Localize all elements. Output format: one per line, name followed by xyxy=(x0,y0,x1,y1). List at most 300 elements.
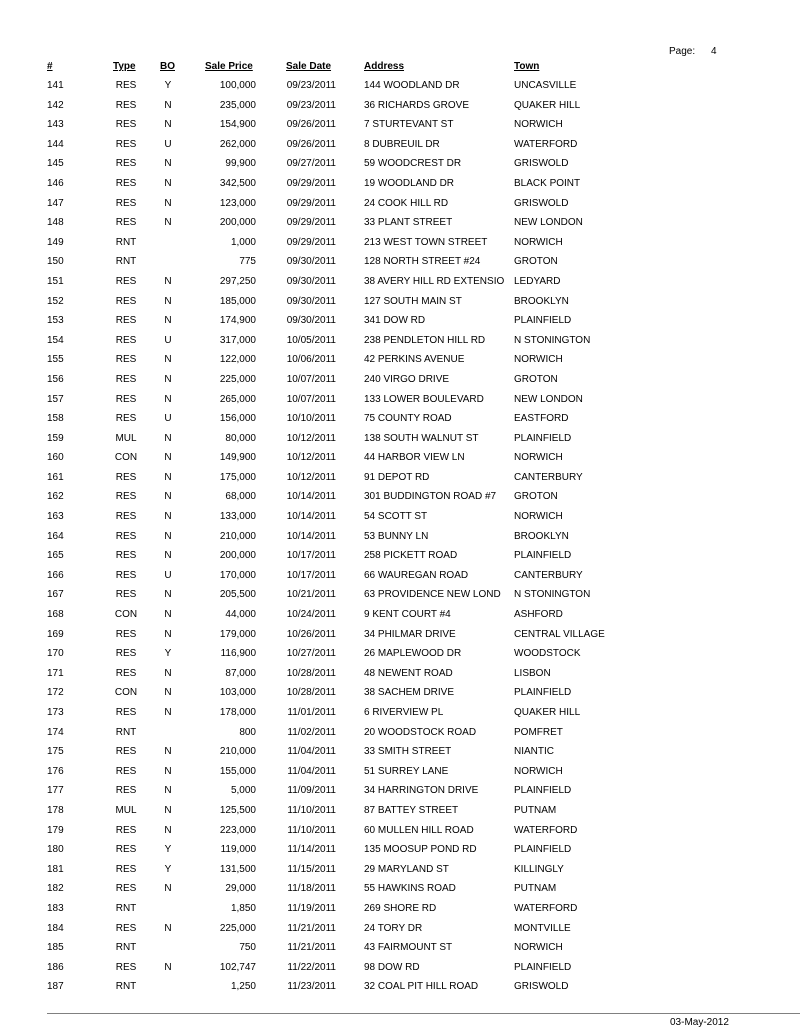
cell-bo-flag: Y xyxy=(164,80,172,91)
cell-row-number: 146 xyxy=(47,177,64,189)
cell-sale-price: 154,900 xyxy=(219,119,256,131)
cell-address: 133 LOWER BOULEVARD xyxy=(364,393,484,405)
cell-sale-price: 223,000 xyxy=(219,824,256,836)
cell-property-type: RES xyxy=(115,824,137,836)
cell-sale-date: 11/21/2011 xyxy=(287,922,336,934)
cell-property-type: RES xyxy=(115,354,137,366)
cell-town: NEW LONDON xyxy=(514,393,583,405)
cell-sale-date: 09/27/2011 xyxy=(286,158,336,170)
cell-address: 75 COUNTY ROAD xyxy=(364,413,452,425)
cell-address: 87 BATTEY STREET xyxy=(364,804,459,816)
table-row xyxy=(0,902,800,922)
cell-bo-flag: Y xyxy=(164,863,172,875)
cell-sale-date: 09/29/2011 xyxy=(286,236,336,248)
cell-sale-date: 10/05/2011 xyxy=(286,334,336,346)
cell-address: 44 HARBOR VIEW LN xyxy=(364,452,465,464)
cell-sale-price: 119,000 xyxy=(220,844,256,856)
cell-sale-date: 09/30/2011 xyxy=(286,275,336,287)
table-row xyxy=(0,667,800,687)
cell-bo-flag: N xyxy=(164,452,172,464)
cell-sale-price: 125,500 xyxy=(219,804,256,816)
cell-town: NORWICH xyxy=(514,236,563,248)
cell-bo-flag: U xyxy=(164,569,172,581)
cell-sale-price: 205,500 xyxy=(219,589,256,601)
cell-address: 26 MAPLEWOOD DR xyxy=(364,648,462,660)
table-row xyxy=(0,295,800,315)
table-row xyxy=(0,177,800,197)
cell-row-number: 148 xyxy=(47,217,64,229)
cell-town: BROOKLYN xyxy=(514,295,569,307)
cell-property-type: RES xyxy=(115,197,137,209)
cell-bo-flag: N xyxy=(164,609,172,621)
cell-property-type: RES xyxy=(115,334,137,346)
cell-address: 33 SMITH STREET xyxy=(364,746,452,758)
cell-sale-price: 100,000 xyxy=(219,80,256,91)
cell-sale-date: 11/01/2011 xyxy=(287,707,336,718)
cell-bo-flag: N xyxy=(164,197,172,209)
cell-bo-flag: N xyxy=(164,883,172,895)
cell-property-type: RNT xyxy=(115,981,137,993)
table-row xyxy=(0,138,800,158)
cell-property-type: CON xyxy=(114,609,138,621)
cell-bo-flag: N xyxy=(164,550,172,562)
table-row xyxy=(0,843,800,863)
cell-sale-date: 10/21/2011 xyxy=(286,589,336,601)
cell-row-number: 169 xyxy=(47,628,64,640)
table-row xyxy=(0,647,800,667)
cell-sale-price: 750 xyxy=(239,942,256,954)
cell-bo-flag: N xyxy=(164,471,172,483)
cell-bo-flag: Y xyxy=(164,648,172,660)
cell-property-type: RNT xyxy=(115,726,137,738)
cell-town: QUAKER HILL xyxy=(514,99,581,111)
cell-sale-price: 44,000 xyxy=(225,609,256,621)
cell-sale-date: 10/14/2011 xyxy=(286,530,336,542)
cell-town: PUTNAM xyxy=(514,883,557,895)
cell-bo-flag: N xyxy=(164,373,172,385)
cell-bo-flag: N xyxy=(164,119,172,131)
table-row xyxy=(0,530,800,550)
cell-town: QUAKER HILL xyxy=(514,707,581,718)
cell-address: 24 COOK HILL RD xyxy=(364,197,449,209)
cell-address: 53 BUNNY LN xyxy=(364,530,429,542)
cell-town: WATERFORD xyxy=(514,902,578,914)
cell-address: 269 SHORE RD xyxy=(364,902,437,914)
cell-row-number: 185 xyxy=(47,942,64,954)
table-row xyxy=(0,922,800,942)
cell-property-type: RES xyxy=(115,530,137,542)
cell-town: CENTRAL VILLAGE xyxy=(514,628,605,640)
cell-address: 48 NEWENT ROAD xyxy=(364,667,453,679)
cell-property-type: RES xyxy=(115,471,137,483)
cell-row-number: 145 xyxy=(47,158,64,170)
table-row xyxy=(0,373,800,393)
table-row xyxy=(0,236,800,256)
cell-row-number: 167 xyxy=(47,589,64,601)
cell-row-number: 151 xyxy=(47,275,64,287)
cell-address: 38 SACHEM DRIVE xyxy=(364,687,455,699)
cell-row-number: 143 xyxy=(47,119,64,131)
table-row xyxy=(0,471,800,491)
table-row xyxy=(0,980,800,1000)
cell-row-number: 160 xyxy=(47,452,64,464)
cell-sale-date: 11/04/2011 xyxy=(287,765,336,777)
cell-sale-date: 10/27/2011 xyxy=(286,648,336,660)
cell-address: 66 WAUREGAN ROAD xyxy=(364,569,469,581)
table-row xyxy=(0,451,800,471)
cell-sale-date: 11/22/2011 xyxy=(287,961,336,973)
cell-sale-price: 87,000 xyxy=(225,667,256,679)
cell-town: NEW LONDON xyxy=(514,217,583,229)
cell-sale-date: 10/24/2011 xyxy=(286,609,336,621)
cell-town: CANTERBURY xyxy=(514,569,583,581)
cell-property-type: RES xyxy=(115,393,137,405)
cell-sale-date: 10/14/2011 xyxy=(286,511,336,523)
cell-sale-price: 103,000 xyxy=(219,687,256,699)
cell-sale-date: 11/21/2011 xyxy=(287,942,336,954)
cell-bo-flag: N xyxy=(164,804,172,816)
table-row xyxy=(0,99,800,119)
cell-bo-flag: N xyxy=(164,177,172,189)
cell-sale-date: 10/17/2011 xyxy=(286,569,336,581)
cell-row-number: 147 xyxy=(47,197,64,209)
cell-address: 19 WOODLAND DR xyxy=(364,177,455,189)
cell-sale-date: 10/17/2011 xyxy=(286,550,336,562)
cell-address: 9 KENT COURT #4 xyxy=(364,609,451,621)
cell-sale-date: 11/23/2011 xyxy=(287,981,336,993)
cell-town: PLAINFIELD xyxy=(514,844,572,856)
cell-town: BLACK POINT xyxy=(514,177,581,189)
cell-sale-date: 10/12/2011 xyxy=(286,471,336,483)
table-row xyxy=(0,824,800,844)
cell-sale-date: 09/30/2011 xyxy=(286,256,336,268)
cell-address: 98 DOW RD xyxy=(364,961,420,973)
cell-sale-price: 174,900 xyxy=(219,315,256,327)
table-row xyxy=(0,79,800,99)
cell-bo-flag: N xyxy=(164,354,172,366)
cell-town: GRISWOLD xyxy=(514,981,569,993)
cell-sale-price: 1,850 xyxy=(230,902,256,914)
cell-bo-flag: N xyxy=(164,511,172,523)
report-date: 03-May-2012 xyxy=(670,1017,729,1028)
cell-bo-flag: N xyxy=(164,922,172,934)
cell-property-type: RES xyxy=(115,217,137,229)
cell-row-number: 165 xyxy=(47,550,64,562)
cell-sale-date: 09/30/2011 xyxy=(286,315,336,327)
cell-property-type: RES xyxy=(115,961,137,973)
cell-address: 213 WEST TOWN STREET xyxy=(364,236,488,248)
cell-address: 59 WOODCREST DR xyxy=(364,158,462,170)
cell-town: GROTON xyxy=(514,373,558,385)
table-row xyxy=(0,569,800,589)
cell-row-number: 168 xyxy=(47,609,64,621)
cell-bo-flag: N xyxy=(164,295,172,307)
cell-row-number: 181 xyxy=(47,863,64,875)
cell-town: GRISWOLD xyxy=(514,197,569,209)
cell-sale-price: 317,000 xyxy=(219,334,256,346)
cell-sale-date: 10/12/2011 xyxy=(286,452,336,464)
table-row xyxy=(0,961,800,981)
cell-sale-price: 265,000 xyxy=(219,393,256,405)
table-row xyxy=(0,686,800,706)
cell-row-number: 161 xyxy=(47,471,64,483)
cell-row-number: 170 xyxy=(47,648,64,660)
cell-row-number: 144 xyxy=(47,138,64,150)
cell-sale-date: 11/15/2011 xyxy=(287,863,336,875)
cell-address: 29 MARYLAND ST xyxy=(364,863,449,875)
cell-row-number: 179 xyxy=(47,824,64,836)
table-row xyxy=(0,412,800,432)
cell-town: NORWICH xyxy=(514,452,563,464)
cell-sale-price: 225,000 xyxy=(219,922,256,934)
cell-town: POMFRET xyxy=(514,726,563,738)
cell-address: 138 SOUTH WALNUT ST xyxy=(364,432,479,444)
cell-row-number: 176 xyxy=(47,765,64,777)
cell-address: 238 PENDLETON HILL RD xyxy=(364,334,486,346)
cell-address: 55 HAWKINS ROAD xyxy=(364,883,456,895)
cell-sale-date: 10/10/2011 xyxy=(286,413,336,425)
table-row xyxy=(0,432,800,452)
cell-town: BROOKLYN xyxy=(514,530,569,542)
cell-property-type: RES xyxy=(115,80,137,91)
cell-sale-price: 200,000 xyxy=(219,217,256,229)
cell-property-type: RNT xyxy=(115,256,137,268)
cell-town: KILLINGLY xyxy=(514,863,564,875)
cell-property-type: RES xyxy=(115,589,137,601)
cell-row-number: 157 xyxy=(47,393,64,405)
cell-town: EASTFORD xyxy=(514,413,569,425)
column-header-sale-price: Sale Price xyxy=(205,61,253,72)
cell-bo-flag: N xyxy=(164,158,172,170)
cell-sale-price: 185,000 xyxy=(219,295,256,307)
cell-sale-date: 11/02/2011 xyxy=(287,726,336,738)
column-header-sale-date: Sale Date xyxy=(286,61,332,72)
table-row xyxy=(0,804,800,824)
cell-sale-price: 800 xyxy=(239,726,256,738)
cell-sale-price: 297,250 xyxy=(219,275,256,287)
cell-property-type: RES xyxy=(115,119,137,131)
cell-property-type: RES xyxy=(115,628,137,640)
cell-town: PLAINFIELD xyxy=(514,785,572,797)
table-row xyxy=(0,275,800,295)
cell-sale-price: 1,000 xyxy=(230,236,256,248)
cell-property-type: RES xyxy=(115,511,137,523)
cell-address: 8 DUBREUIL DR xyxy=(364,138,440,150)
cell-property-type: CON xyxy=(114,687,138,699)
cell-property-type: RNT xyxy=(115,902,137,914)
cell-property-type: RES xyxy=(115,158,137,170)
cell-town: NORWICH xyxy=(514,765,563,777)
cell-row-number: 158 xyxy=(47,413,64,425)
table-row xyxy=(0,197,800,217)
table-row xyxy=(0,393,800,413)
cell-town: ASHFORD xyxy=(514,609,563,621)
table-row xyxy=(0,588,800,608)
cell-bo-flag: N xyxy=(164,315,172,327)
cell-property-type: RES xyxy=(115,844,137,856)
cell-sale-date: 09/29/2011 xyxy=(286,177,336,189)
cell-property-type: RES xyxy=(115,569,137,581)
cell-address: 54 SCOTT ST xyxy=(364,511,428,523)
cell-sale-price: 123,000 xyxy=(219,197,256,209)
table-row xyxy=(0,882,800,902)
cell-bo-flag: N xyxy=(164,628,172,640)
cell-bo-flag: N xyxy=(164,393,172,405)
cell-sale-price: 179,000 xyxy=(219,628,256,640)
cell-row-number: 172 xyxy=(47,687,64,699)
cell-property-type: RES xyxy=(115,648,137,660)
cell-bo-flag: N xyxy=(164,765,172,777)
cell-address: 91 DEPOT RD xyxy=(364,471,430,483)
cell-sale-price: 235,000 xyxy=(219,99,256,111)
cell-sale-date: 09/30/2011 xyxy=(286,295,336,307)
cell-sale-date: 11/19/2011 xyxy=(287,902,336,914)
cell-town: GRISWOLD xyxy=(514,158,569,170)
cell-bo-flag: N xyxy=(164,687,172,699)
cell-town: N STONINGTON xyxy=(514,334,591,346)
cell-bo-flag: N xyxy=(164,217,172,229)
cell-property-type: RES xyxy=(115,883,137,895)
cell-town: PUTNAM xyxy=(514,804,557,816)
cell-address: 32 COAL PIT HILL ROAD xyxy=(364,981,479,993)
cell-property-type: RES xyxy=(115,373,137,385)
cell-property-type: RES xyxy=(115,922,137,934)
cell-property-type: RES xyxy=(115,550,137,562)
cell-property-type: CON xyxy=(114,452,138,464)
cell-town: PLAINFIELD xyxy=(514,432,572,444)
cell-sale-price: 99,900 xyxy=(225,158,256,170)
cell-sale-date: 11/10/2011 xyxy=(287,804,336,816)
cell-sale-date: 10/12/2011 xyxy=(286,432,336,444)
table-row xyxy=(0,628,800,648)
page-label: Page: xyxy=(669,46,696,57)
table-row xyxy=(0,334,800,354)
cell-row-number: 164 xyxy=(47,530,64,542)
column-header-address: Address xyxy=(364,61,405,72)
cell-address: 63 PROVIDENCE NEW LOND xyxy=(364,589,501,601)
cell-bo-flag: N xyxy=(164,589,172,601)
cell-sale-date: 10/28/2011 xyxy=(286,687,336,699)
cell-sale-price: 131,500 xyxy=(219,863,256,875)
cell-town: NORWICH xyxy=(514,942,563,954)
cell-bo-flag: N xyxy=(164,275,172,287)
cell-row-number: 149 xyxy=(47,236,64,248)
cell-address: 7 STURTEVANT ST xyxy=(364,119,454,131)
footer-divider xyxy=(47,1013,800,1014)
cell-property-type: MUL xyxy=(115,432,137,444)
cell-sale-price: 210,000 xyxy=(219,746,256,758)
cell-town: WATERFORD xyxy=(514,824,578,836)
cell-address: 240 VIRGO DRIVE xyxy=(364,373,450,385)
cell-row-number: 178 xyxy=(47,804,64,816)
table-header xyxy=(0,61,800,75)
column-header-type: Type xyxy=(113,61,136,72)
table-row xyxy=(0,726,800,746)
cell-row-number: 174 xyxy=(47,726,64,738)
cell-property-type: MUL xyxy=(115,804,137,816)
cell-address: 20 WOODSTOCK ROAD xyxy=(364,726,477,738)
cell-bo-flag: N xyxy=(164,707,172,718)
cell-sale-date: 11/14/2011 xyxy=(287,844,336,856)
cell-property-type: RES xyxy=(115,275,137,287)
cell-property-type: RES xyxy=(115,295,137,307)
cell-town: PLAINFIELD xyxy=(514,961,572,973)
cell-town: N STONINGTON xyxy=(514,589,591,601)
cell-bo-flag: U xyxy=(164,334,172,346)
cell-town: LEDYARD xyxy=(514,275,561,287)
cell-sale-date: 11/04/2011 xyxy=(287,746,336,758)
cell-row-number: 183 xyxy=(47,902,64,914)
cell-sale-price: 68,000 xyxy=(225,491,256,503)
cell-bo-flag: U xyxy=(164,413,172,425)
cell-property-type: RES xyxy=(115,667,137,679)
column-header-number: # xyxy=(47,61,53,72)
cell-address: 34 PHILMAR DRIVE xyxy=(364,628,456,640)
cell-bo-flag: N xyxy=(164,432,172,444)
cell-row-number: 184 xyxy=(47,922,64,934)
cell-address: 60 MULLEN HILL ROAD xyxy=(364,824,474,836)
cell-sale-date: 09/23/2011 xyxy=(286,80,336,91)
table-row xyxy=(0,490,800,510)
cell-town: GROTON xyxy=(514,256,558,268)
cell-row-number: 180 xyxy=(47,844,64,856)
cell-address: 135 MOOSUP POND RD xyxy=(364,844,477,856)
cell-address: 51 SURREY LANE xyxy=(364,765,449,777)
cell-address: 128 NORTH STREET #24 xyxy=(364,256,481,268)
cell-row-number: 155 xyxy=(47,354,64,366)
cell-row-number: 156 xyxy=(47,373,64,385)
cell-town: GROTON xyxy=(514,491,558,503)
cell-sale-price: 102,747 xyxy=(219,961,256,973)
cell-town: UNCASVILLE xyxy=(514,80,577,91)
cell-property-type: RES xyxy=(115,863,137,875)
cell-row-number: 171 xyxy=(47,667,64,679)
cell-row-number: 153 xyxy=(47,315,64,327)
cell-sale-date: 11/09/2011 xyxy=(287,785,336,797)
table-row xyxy=(0,510,800,530)
cell-sale-date: 10/14/2011 xyxy=(286,491,336,503)
table-row xyxy=(0,608,800,628)
cell-address: 127 SOUTH MAIN ST xyxy=(364,295,462,307)
cell-sale-price: 210,000 xyxy=(219,530,256,542)
cell-sale-date: 11/18/2011 xyxy=(287,883,336,895)
cell-property-type: RES xyxy=(115,746,137,758)
cell-row-number: 162 xyxy=(47,491,64,503)
table-row xyxy=(0,157,800,177)
cell-bo-flag: N xyxy=(164,491,172,503)
cell-row-number: 163 xyxy=(47,511,64,523)
cell-row-number: 175 xyxy=(47,746,64,758)
cell-town: WATERFORD xyxy=(514,138,578,150)
cell-town: PLAINFIELD xyxy=(514,550,572,562)
cell-sale-price: 156,000 xyxy=(219,413,256,425)
cell-sale-price: 225,000 xyxy=(219,373,256,385)
cell-property-type: RES xyxy=(115,177,137,189)
cell-sale-date: 10/28/2011 xyxy=(286,667,336,679)
cell-property-type: RNT xyxy=(115,236,137,248)
table-row xyxy=(0,255,800,275)
cell-sale-price: 178,000 xyxy=(219,707,256,718)
cell-town: PLAINFIELD xyxy=(514,687,572,699)
cell-town: MONTVILLE xyxy=(514,922,571,934)
cell-bo-flag: N xyxy=(164,667,172,679)
table-row xyxy=(0,353,800,373)
cell-bo-flag: N xyxy=(164,785,172,797)
cell-sale-price: 175,000 xyxy=(219,471,256,483)
cell-sale-date: 10/06/2011 xyxy=(286,354,336,366)
cell-row-number: 141 xyxy=(47,80,64,91)
cell-sale-date: 10/07/2011 xyxy=(286,373,336,385)
